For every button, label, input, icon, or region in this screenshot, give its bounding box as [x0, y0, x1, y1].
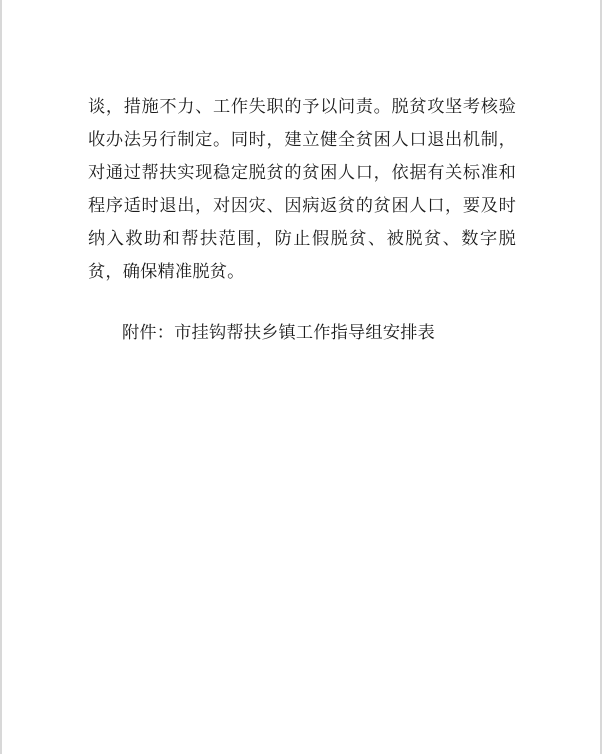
document-content: [88, 90, 516, 349]
attachment-line: 附件：市挂钩帮扶乡镇工作指导组安排表: [122, 323, 435, 342]
body-paragraph: 谈，措施不力、工作失职的予以问责。脱贫攻坚考核验收办法另行制定。同时，建立健全贫困人口退出机制，对通过帮扶实现稳定脱贫的贫困人口，依据有关标准和程序适时退出，对因灾、因病返贫的贫困人口，要及时纳入救助和帮扶范围，防止假脱贫、被脱贫、数字脱贫，确保精准脱贫。: [88, 97, 516, 281]
page-left-edge: [0, 0, 2, 754]
